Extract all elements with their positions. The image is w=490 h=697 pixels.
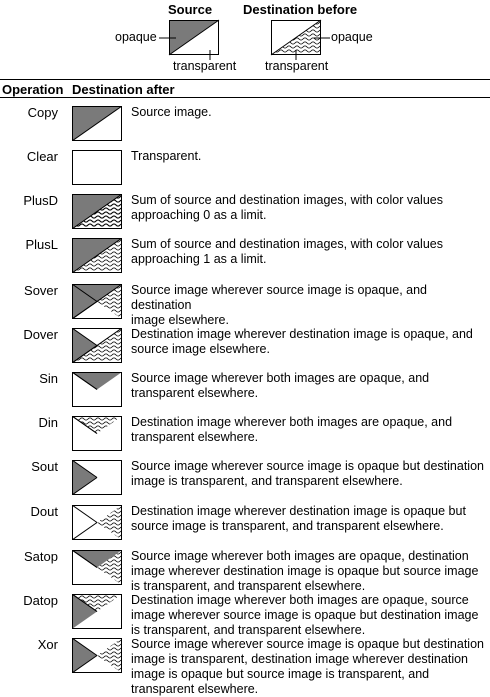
operation-name: Satop bbox=[24, 549, 58, 564]
result-swatch bbox=[72, 550, 122, 585]
description-line: Destination image wherever destination image is opaque, and bbox=[131, 327, 473, 341]
description-line: Source image. bbox=[131, 105, 212, 119]
dest-transparent-label: transparent bbox=[265, 59, 329, 73]
header-divider bbox=[0, 97, 490, 98]
description-line: Source image wherever source image is opaque, and destination bbox=[131, 283, 428, 312]
description-line: source image elsewhere. bbox=[131, 342, 270, 356]
operation-name: Dout bbox=[30, 504, 58, 519]
description-line: Source image wherever both images are opaque, and bbox=[131, 371, 430, 385]
source-title: Source bbox=[168, 2, 213, 17]
result-swatch bbox=[72, 594, 122, 629]
source-legend-swatch bbox=[169, 20, 219, 55]
description-line: is transparent, and transparent elsewhere. bbox=[131, 623, 366, 637]
operation-description bbox=[131, 593, 487, 638]
operation-description bbox=[131, 283, 487, 328]
description-line: Destination image wherever both images are opaque, source bbox=[131, 593, 469, 607]
operation-name: Sover bbox=[24, 283, 58, 298]
result-swatch bbox=[72, 106, 122, 141]
operation-name: PlusD bbox=[23, 193, 58, 208]
result-swatch bbox=[72, 194, 122, 229]
result-swatch bbox=[72, 328, 122, 363]
source-transparent-label: transparent bbox=[173, 59, 237, 73]
description-line: transparent elsewhere. bbox=[131, 430, 259, 444]
description-line: transparent elsewhere. bbox=[131, 386, 259, 400]
description-line: image is transparent, destination image wherever destination bbox=[131, 652, 468, 666]
description-line: Source image wherever source image is opaque but destination bbox=[131, 637, 484, 651]
dest-opaque-label: opaque bbox=[331, 30, 373, 44]
operation-description bbox=[131, 327, 487, 357]
description-line: image is transparent, and transparent elsewhere. bbox=[131, 474, 403, 488]
operation-name: Sin bbox=[39, 371, 58, 386]
operation-column-header: Operation bbox=[2, 82, 64, 97]
operation-name: Copy bbox=[27, 105, 58, 120]
result-swatch bbox=[72, 372, 122, 407]
result-swatch bbox=[72, 505, 122, 540]
description-line: Transparent. bbox=[131, 149, 202, 163]
description-line: Sum of source and destination images, with color values bbox=[131, 237, 443, 251]
result-swatch bbox=[72, 284, 122, 319]
result-swatch bbox=[72, 460, 122, 495]
destination-after-column-header: Destination after bbox=[72, 82, 175, 97]
result-swatch bbox=[72, 416, 122, 451]
description-line: approaching 0 as a limit. bbox=[131, 208, 267, 222]
description-line: image elsewhere. bbox=[131, 313, 229, 327]
operation-name: Dover bbox=[23, 327, 58, 342]
description-line: Destination image wherever both images are opaque, and bbox=[131, 415, 453, 429]
operation-description bbox=[131, 149, 487, 164]
description-line: transparent elsewhere. bbox=[131, 682, 259, 696]
operation-name: Clear bbox=[26, 149, 58, 164]
description-line: image wherever destination image is opaque but source image bbox=[131, 564, 479, 578]
description-line: Destination image wherever destination image is opaque but bbox=[131, 504, 466, 518]
operation-description bbox=[131, 549, 487, 594]
result-swatch bbox=[72, 238, 122, 273]
description-line: Source image wherever source image is opaque but destination bbox=[131, 459, 484, 473]
result-swatch bbox=[72, 150, 122, 185]
operation-name: Datop bbox=[23, 593, 58, 608]
operation-name: Xor bbox=[37, 637, 58, 652]
description-line: approaching 1 as a limit. bbox=[131, 252, 267, 266]
operation-name: PlusL bbox=[25, 237, 58, 252]
description-line: Source image wherever both images are opaque, destination bbox=[131, 549, 469, 563]
operation-name: Din bbox=[38, 415, 58, 430]
source-opaque-label: opaque bbox=[115, 30, 157, 44]
description-line: Sum of source and destination images, with color values bbox=[131, 193, 443, 207]
result-swatch bbox=[72, 638, 122, 673]
operation-description bbox=[131, 237, 487, 267]
operation-description bbox=[131, 415, 487, 445]
top-divider bbox=[0, 79, 490, 80]
description-line: source image is transparent, and transparent elsewhere. bbox=[131, 519, 444, 533]
legend-diagrams bbox=[0, 0, 490, 80]
operation-description bbox=[131, 371, 487, 401]
operation-description bbox=[131, 504, 487, 534]
operation-description bbox=[131, 459, 487, 489]
operation-description bbox=[131, 637, 487, 697]
description-line: image wherever source image is opaque but destination image bbox=[131, 608, 479, 622]
description-line: is transparent, and transparent elsewhere. bbox=[131, 579, 366, 593]
operation-description bbox=[131, 193, 487, 223]
operation-description bbox=[131, 105, 487, 120]
operation-name: Sout bbox=[31, 459, 58, 474]
description-line: image is opaque but source image is transparent, and bbox=[131, 667, 430, 681]
destination-before-title: Destination before bbox=[243, 2, 358, 17]
